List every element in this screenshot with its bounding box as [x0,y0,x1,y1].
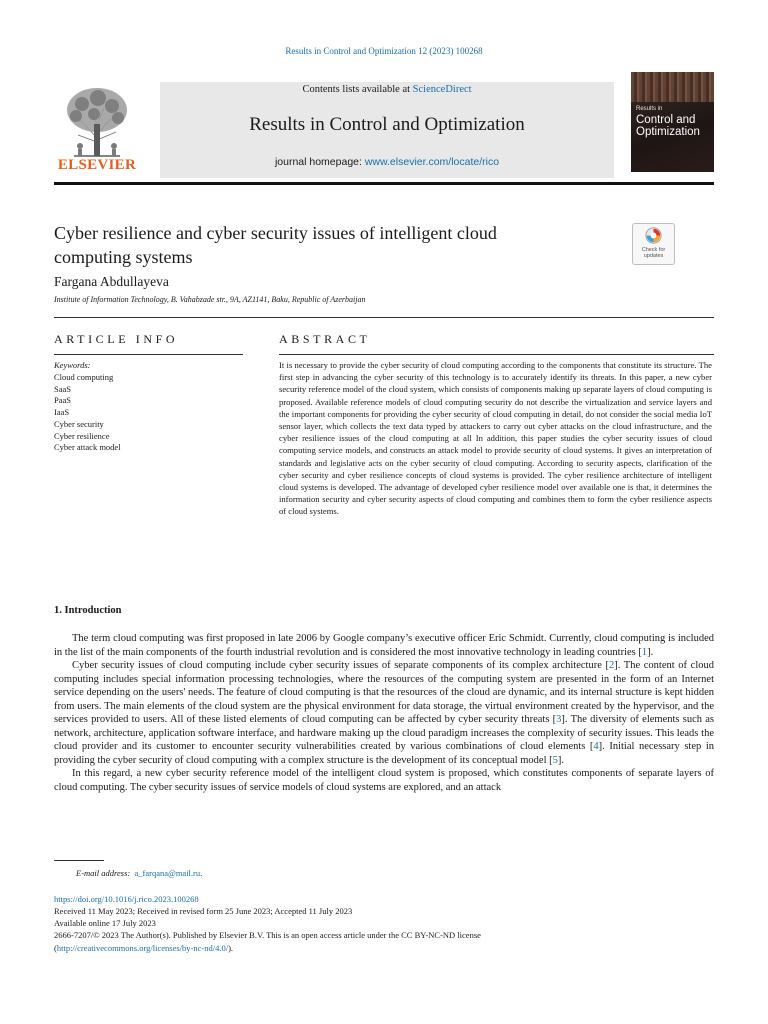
article-info-heading: ARTICLE INFO [54,332,179,346]
email-end: . [200,868,203,878]
email-footnote [76,868,202,878]
citation-link[interactable]: 5 [552,754,558,766]
journal-citation-link[interactable]: Results in Control and Optimization 12 (2023) 100268 [285,46,483,56]
license-open: ( [54,943,57,953]
citation-link[interactable]: 3 [556,714,562,725]
abstract-text: It is necessary to provide the cyber security of cloud computing according to the components that constitute its structure. The first step in advancing the cyber security of this technology is to accurately identify its threats. In this paper, a new cyber security reference model of the cloud system, which consists of components making up separate layers of cloud computing is proposed. Available reference models of cloud computing security do not describe the virtualization and service layers and the important components for providing the cyber security of cloud computing in detail, do not consider the social media IoT sensor layer, which collects the text data typed by attackers to carry out cyber attacks on the cloud infrastructure, and the cyber resilience issues of the cloud computing at all In addition, this paper studies the cyber security issues of cloud computing service models, and constructs an attack model to provide security of cloud systems. It gives an interpretation of standards and legislative acts on the cyber security of cloud computing. According to security aspects, clarification of the cyber security and cyber resilience concepts of cloud systems is provided. The cyber resilience architecture of intelligent cloud systems is developed. The advantage of developed cyber resilience model over available one is that, it determines the information security and cyber security aspects of cloud computing and combines them to form the cyber resilience aspects of cloud systems. [279,360,712,517]
paragraph-text: ]. [557,754,564,766]
cover-title-line1: Control and [636,114,696,126]
article-info-divider [54,354,243,355]
citation-link[interactable]: 1 [641,646,648,658]
doi-link[interactable]: https://doi.org/10.1016/j.rico.2023.100268 [54,894,199,904]
citation-link[interactable]: 4 [593,741,599,752]
copyright-line: 2666-7207/© 2023 The Author(s). Published by Elsevier B.V. This is an open access article under the CC BY-NC-ND license [54,930,481,940]
abstract-divider [279,354,714,355]
paper-title-line1: Cyber resilience and cyber security issues of intelligent cloud [54,223,497,243]
cover-pattern [631,72,714,102]
contents-prefix: Contents lists available at [302,84,413,95]
sciencedirect-link[interactable]: ScienceDirect [412,84,472,95]
cover-title [636,114,700,138]
elsevier-wordmark: ELSEVIER [57,157,137,173]
keyword-item: Cyber security [54,418,104,429]
citation-link[interactable]: 2 [608,660,615,671]
check-for-updates-button[interactable] [632,223,675,265]
online-date: Available online 17 July 2023 [54,918,156,928]
keyword-item: Cloud computing [54,372,114,382]
license-url-link[interactable]: http://creativecommons.org/licenses/by-nc-nd/4.0/ [56,943,229,953]
badge-line1: Check for [641,247,666,253]
paragraph-text: Cyber security issues of cloud computing include cyber security issues of separate components of its complex architecture [ [72,660,609,671]
homepage-link[interactable]: www.elsevier.com/locate/rico [364,156,500,168]
paragraph [54,632,714,659]
keyword-item: Cyber attack model [54,442,121,453]
paragraph-text: The term cloud computing was first proposed in late 2006 by Google company’s executive officer Eric Schmidt. Currently, cloud computing is included in the list of the main components of the fourth industrial revolution and is considered the most innovative technology in leading countries [ [54,633,714,658]
cover-small-text: Results in [636,106,663,112]
check-updates-icon [645,227,662,244]
paragraph [54,767,714,794]
license-line [54,943,233,953]
abstract-heading: ABSTRACT [279,332,371,346]
email-label: E-mail address: [76,868,131,878]
journal-header [160,82,614,178]
paper-title [54,221,594,269]
keywords-list [54,372,121,454]
header-divider [54,182,714,185]
paragraph-text: ]. The diversity of elements such as network, architecture, application software interface, and hardware making up the cloud paradigm increases the complexity of security issues. This leads the cloud provider and its customer to encounter security vulnerabilities created by various combinations of cloud elements [ [54,714,715,752]
paragraph-text: ]. [647,646,654,658]
check-updates-text [633,247,674,259]
section-heading-introduction: 1. Introduction [54,605,122,616]
keywords-label: Keywords: [54,360,91,370]
keyword-item: Cyber resilience [54,430,110,441]
contents-line [160,84,614,95]
title-divider [54,317,714,318]
journal-cover-image[interactable] [631,72,714,172]
paragraph-text: ]. The content of cloud computing includes special information processing technologies, where the resources of the computing system are presented in the form of an Internet service depending on the users' needs. The feature of cloud computing is that the resources of the cloud are dynamic, and its internal structure is kept hidden from users. The main elements of the cloud system are the physical environment for data storage, the virtual environment created by the hypervisor, and the services provided to users. All of these listed elements of cloud computing can be affected by cyber security threats [ [54,660,714,725]
footnote-divider [54,860,104,861]
keyword-item: SaaS [54,383,71,394]
homepage-prefix: journal homepage: [274,156,365,168]
author-name: Fargana Abdullayeva [54,274,169,289]
homepage-line [160,156,614,168]
paragraph-text: In this regard, a new cyber security reference model of the intelligent cloud system is proposed, which constitutes components of separate layers of cloud computing. The cyber security issues of service models of cloud systems are explored, and an attack [54,768,714,793]
journal-title: Results in Control and Optimization [249,114,525,135]
received-dates: Received 11 May 2023; Received in revised form 25 June 2023; Accepted 11 July 2023 [54,906,353,916]
license-close: ). [228,943,234,953]
author-affiliation: Institute of Information Technology, B. Vahabzade str., 9A, AZ1141, Baku, Republic of Azerbaijan [54,295,366,304]
body-text [54,632,714,794]
paper-title-line2: computing systems [54,247,193,267]
paragraph [54,659,714,767]
email-link[interactable]: a_farqana@mail.ru [134,868,201,878]
cover-title-line2: Optimization [636,126,700,138]
keyword-item: PaaS [54,395,71,406]
keyword-item: IaaS [54,407,70,418]
paragraph-text: ]. Initial necessary step in providing the cyber security of cloud computing with a complex structure is the development of its conceptual model [ [54,741,714,766]
badge-line2: updates [643,253,664,259]
